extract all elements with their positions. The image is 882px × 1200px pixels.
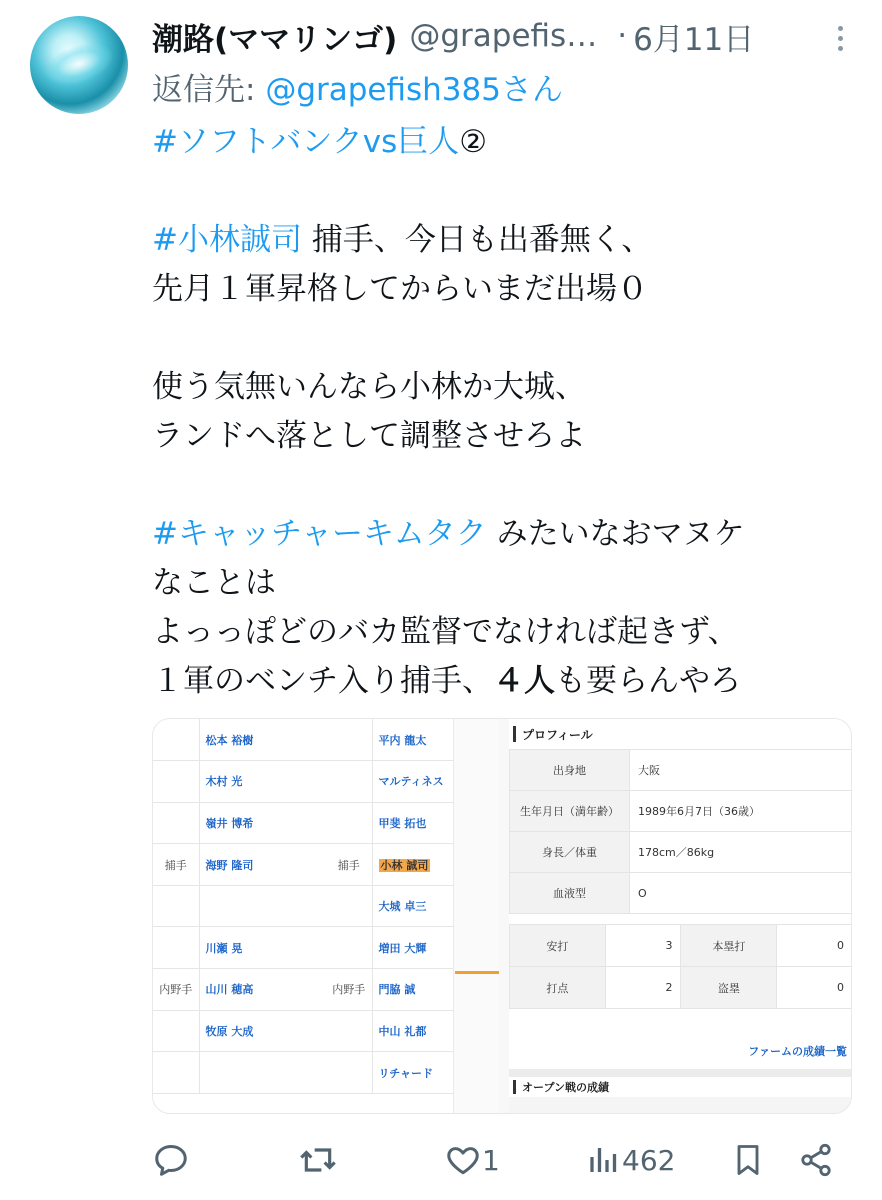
stat-key: 安打 — [510, 925, 606, 967]
position-cell — [153, 885, 199, 927]
position-cell — [153, 1052, 199, 1094]
profile-title — [509, 719, 852, 749]
position-cell — [153, 761, 199, 803]
table-gap-column — [453, 719, 499, 1114]
text-line: よっっぽどのバカ監督でなければ起きず、 — [152, 614, 739, 650]
table-row — [510, 925, 853, 967]
text-line: 先月１軍昇格してからいまだ出場０ — [152, 271, 648, 307]
player-name: 小林 誠司 — [380, 858, 429, 872]
bold-text: ４人 — [493, 663, 555, 699]
views-button[interactable] — [586, 1134, 675, 1186]
views-count: 462 — [622, 1143, 676, 1177]
table-row — [153, 1010, 499, 1052]
like-button[interactable] — [444, 1134, 500, 1186]
profile-value: O — [630, 873, 853, 914]
profile-value: 大阪 — [630, 750, 853, 791]
table-row — [153, 885, 499, 927]
views-icon — [586, 1142, 622, 1178]
table-row — [153, 844, 499, 886]
reply-icon — [152, 1141, 190, 1179]
position-cell — [153, 1010, 199, 1052]
text-segment: も要らんやろ — [555, 663, 741, 699]
text-segment: 捕手、今日も出番無く、 — [301, 222, 653, 258]
bookmark-icon — [730, 1140, 766, 1180]
position-cell — [326, 927, 372, 969]
table-row — [510, 832, 853, 873]
profile-panel — [509, 719, 852, 1114]
position-cell — [326, 1010, 372, 1052]
text-segment: みたいなおマヌケ — [486, 516, 745, 552]
table-row — [510, 967, 853, 1009]
player-link[interactable]: 山川 穂高 — [199, 969, 326, 1011]
reply-prefix: 返信先: — [152, 72, 266, 108]
reply-to-line — [152, 64, 563, 109]
display-name[interactable]: 潮路(ママリンゴ) — [152, 21, 398, 58]
hashtag-link[interactable]: #小林誠司 — [152, 222, 302, 258]
position-cell: 内野手 — [326, 969, 372, 1011]
profile-key: 生年月日（満年齢） — [510, 791, 630, 832]
tweet-date[interactable]: 6月11日 — [633, 21, 755, 58]
attached-image[interactable] — [152, 718, 852, 1114]
table-row — [153, 1052, 499, 1094]
position-cell — [153, 802, 199, 844]
table-row — [510, 791, 853, 832]
position-cell — [153, 719, 199, 761]
next-section-title-text: オープン戦の成績 — [522, 1081, 610, 1094]
table-row — [153, 761, 499, 803]
player-name: 平内 龍太 — [378, 733, 427, 747]
position-cell — [326, 719, 372, 761]
position-cell: 捕手 — [153, 844, 199, 886]
profile-table — [509, 749, 852, 914]
player-name: リチャード — [378, 1066, 433, 1080]
profile-key: 身長／体重 — [510, 832, 630, 873]
heart-icon — [444, 1141, 482, 1179]
player-name: 大城 卓三 — [378, 900, 427, 914]
player-name: 門脇 誠 — [378, 983, 416, 997]
position-cell — [326, 761, 372, 803]
hashtag-link[interactable]: #ソフトバンクvs巨人 — [152, 124, 460, 160]
text-line: ランドへ落として調整させろよ — [152, 418, 586, 454]
bookmark-button[interactable] — [730, 1134, 766, 1186]
position-cell — [326, 1052, 372, 1094]
avatar[interactable] — [30, 16, 128, 114]
player-link[interactable] — [199, 885, 326, 927]
position-cell — [326, 885, 372, 927]
text-segment: １軍のベンチ入り捕手、 — [152, 663, 493, 699]
reply-mention-link[interactable]: @grapefish385さん — [265, 72, 563, 108]
separator-dot: · — [617, 18, 628, 54]
position-cell — [153, 927, 199, 969]
action-bar — [152, 1134, 852, 1186]
position-cell: 内野手 — [153, 969, 199, 1011]
tweet-text — [152, 118, 852, 706]
roster-table — [153, 719, 499, 1114]
table-row — [510, 873, 853, 914]
player-name: 増田 大輝 — [378, 941, 427, 955]
profile-key: 出身地 — [510, 750, 630, 791]
share-button[interactable] — [798, 1134, 834, 1186]
next-section-title — [509, 1069, 852, 1097]
farm-stats-link[interactable]: ファームの成績一覧 — [509, 1033, 852, 1069]
player-link[interactable]: 海野 隆司 — [199, 844, 326, 886]
more-options-icon[interactable] — [830, 18, 850, 58]
player-link[interactable]: 川瀬 晃 — [199, 927, 326, 969]
stat-value: 3 — [605, 925, 681, 967]
profile-key: 血液型 — [510, 873, 630, 914]
player-name: 甲斐 拓也 — [378, 816, 427, 830]
player-link[interactable]: 嶺井 博希 — [199, 802, 326, 844]
user-handle[interactable]: @grapefis… — [409, 18, 598, 54]
retweet-icon — [298, 1140, 338, 1180]
player-name: 中山 礼都 — [378, 1024, 427, 1038]
position-cell: 捕手 — [326, 844, 372, 886]
tweet-header — [152, 14, 842, 58]
player-link[interactable]: 牧原 大成 — [199, 1010, 326, 1052]
text-line: なことは — [152, 565, 276, 601]
share-icon — [798, 1142, 834, 1178]
text-line: 使う気無いんなら小林か大城、 — [152, 369, 586, 405]
reply-button[interactable] — [152, 1134, 190, 1186]
retweet-button[interactable] — [298, 1134, 338, 1186]
stat-key: 盗塁 — [681, 967, 777, 1009]
player-link[interactable]: 木村 光 — [199, 761, 326, 803]
profile-title-text: プロフィール — [522, 727, 593, 742]
player-link[interactable]: 松本 裕樹 — [199, 719, 326, 761]
table-row — [153, 719, 499, 761]
stat-key: 打点 — [510, 967, 606, 1009]
stats-table — [509, 924, 852, 1009]
stat-key: 本塁打 — [681, 925, 777, 967]
profile-value: 1989年6月7日（36歳） — [630, 791, 853, 832]
table-row — [153, 969, 499, 1011]
position-cell — [326, 802, 372, 844]
orange-divider — [455, 971, 499, 974]
stat-value: 2 — [605, 967, 681, 1009]
table-row — [510, 750, 853, 791]
hashtag-link[interactable]: #キャッチャーキムタク — [152, 516, 487, 552]
text-segment: ② — [459, 124, 488, 160]
player-link[interactable] — [199, 1052, 326, 1094]
stat-value: 0 — [777, 967, 852, 1009]
player-name: マルティネス — [378, 775, 444, 789]
stat-value: 0 — [777, 925, 852, 967]
profile-value: 178cm／86kg — [630, 832, 853, 873]
like-count: 1 — [482, 1143, 500, 1177]
table-row — [153, 927, 499, 969]
table-row — [153, 802, 499, 844]
